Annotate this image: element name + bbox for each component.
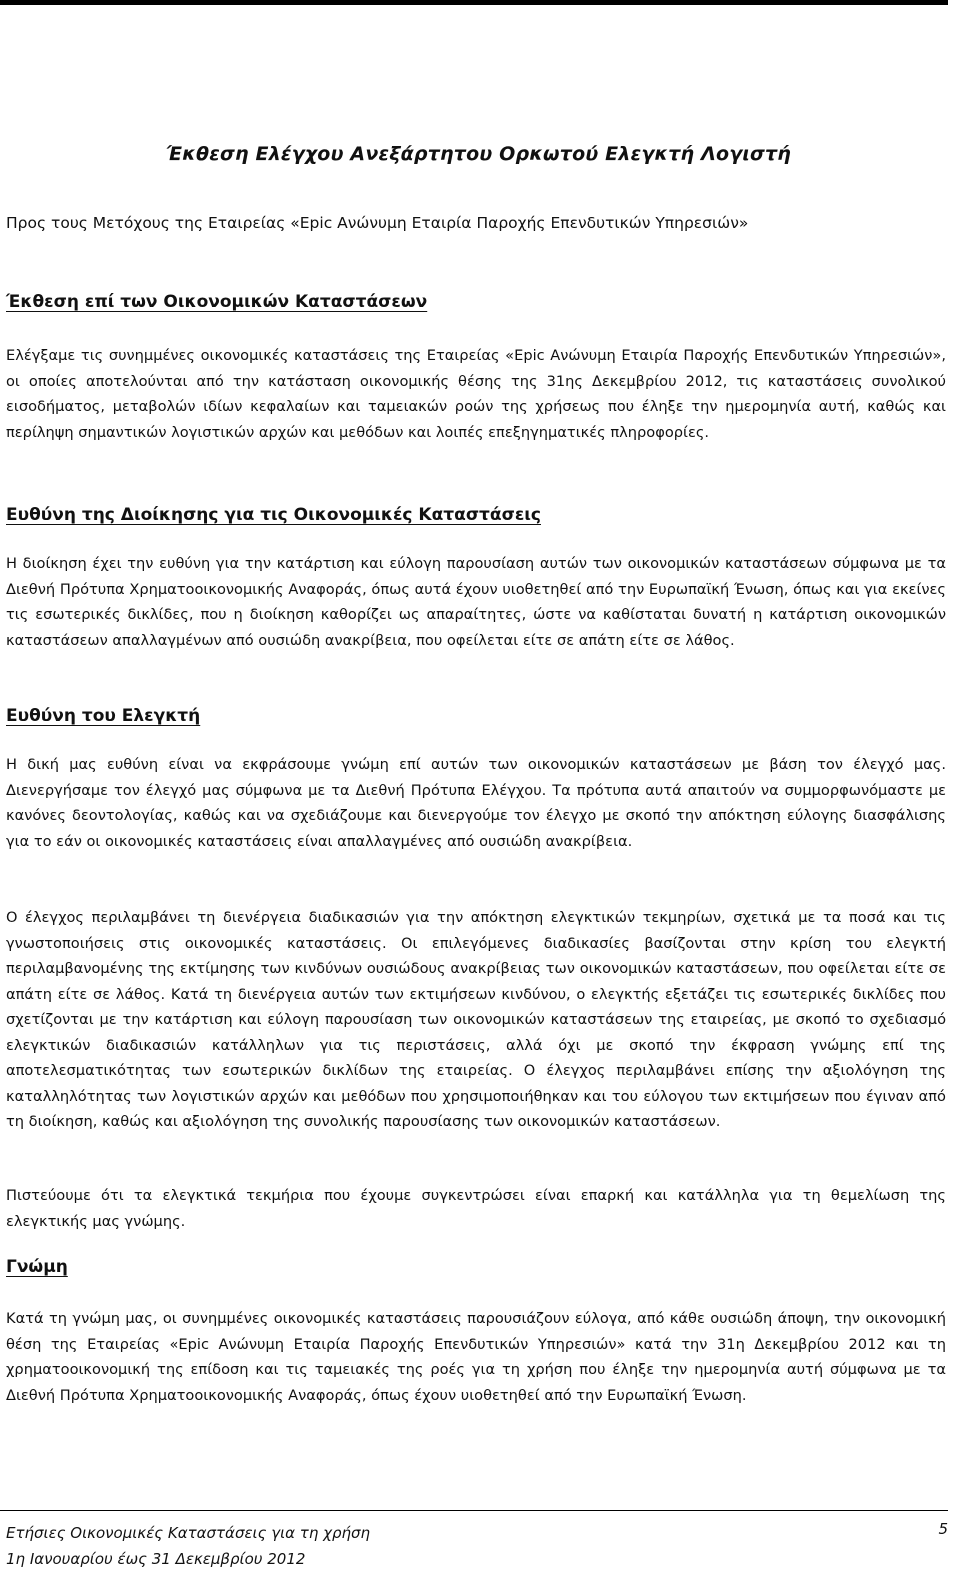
paragraph-audit-procedures: Ο έλεγχος περιλαμβάνει τη διενέργεια διαδικασιών για την απόκτηση ελεγκτικών τεκμηρίων, σχετικά με τα ποσά και τις γνωστοποιήσεις στις οικονομικές καταστάσεις. Οι επιλεγόμενες διαδικασίες βασίζονται στην κρίση του ελεγκτή περιλαμβανομένης της εκτίμησης των κινδύνων ουσιώδους ανακρίβειας των οικονομικών καταστάσεων, που οφείλεται είτε σε απάτη είτε σε λάθος. Κατά τη διενέργεια αυτών των εκτιμήσεων κινδύνου, ο ελεγκτής εξετάζει τις εσωτερικές δικλίδες που σχετίζονται με την κατάρτιση και εύλογη παρουσίαση των οικονομικών καταστάσεων της εταιρείας, με σκοπό το σχεδιασμό ελεγκτικών διαδικασιών κατάλληλων για τις περιστάσεις, αλλά όχι με σκοπό την έκφραση γνώμης επί της αποτελεσματικότητας των εσωτερικών δικλίδων της εταιρείας. Ο έλεγχος περιλαμβάνει επίσης την αξιολόγηση της καταλληλότητας των λογιστικών αρχών και μεθόδων που χρησιμοποιήθηκαν και του εύλογου των εκτιμήσεων που έγιναν από τη διοίκηση, καθώς και αξιολόγηση της συνολικής παρουσίασης των οικονομικών καταστάσεων. [6,909,946,1130]
addressee-line: Προς τους Μετόχους της Εταιρείας «Epic Ανώνυμη Εταιρία Παροχής Επενδυτικών Υπηρεσιών» [6,214,749,232]
report-title: Έκθεση Ελέγχου Ανεξάρτητου Ορκωτού Ελεγκτή Λογιστή [166,143,792,165]
top-rule [0,0,948,5]
section-heading-opinion: Γνώμη [6,1257,68,1277]
section-heading-management-responsibility: Ευθύνη της Διοίκησης για τις Οικονομικές Καταστάσεις [6,505,541,525]
section-heading-financial-statements: Έκθεση επί των Οικονομικών Καταστάσεων [6,292,428,312]
footer-text [6,1520,370,1572]
paragraph-opinion: Κατά τη γνώμη μας, οι συνημμένες οικονομικές καταστάσεις παρουσιάζουν εύλογα, από κάθε ουσιώδη άποψη, την οικονομική θέση της Εταιρείας «Epic Ανώνυμη Εταιρία Παροχής Επενδυτικών Υπηρεσιών» κατά την 31η Δεκεμβρίου 2012 και τη χρηματοοικονομική της επίδοση και τις ταμειακές της ροές για τη χρήση που έληξε την ημερομηνία αυτή σύμφωνα με τα Διεθνή Πρότυπα Χρηματοοικονομικής Αναφοράς, όπως έχουν υιοθετηθεί από την Ευρωπαϊκή Ένωση. [6,1310,946,1404]
paragraph-management-responsibility: Η διοίκηση έχει την ευθύνη για την κατάρτιση και εύλογη παρουσίαση αυτών των οικονομικών καταστάσεων σύμφωνα με τα Διεθνή Πρότυπα Χρηματοοικονομικής Αναφοράς, όπως αυτά έχουν υιοθετηθεί από την Ευρωπαϊκή Ένωση, όπως και για εκείνες τις εσωτερικές δικλίδες, που η διοίκηση καθορίζει ως απαραίτητες, ώστε να καθίσταται δυνατή η κατάρτιση οικονομικών καταστάσεων απαλλαγμένων από ουσιώδη ανακρίβεια, που οφείλεται είτε σε απάτη είτε σε λάθος. [6,555,946,649]
footer-line-2: 1η Ιανουαρίου έως 31 Δεκεμβρίου 2012 [6,1550,306,1568]
paragraph-audit-evidence: Πιστεύουμε ότι τα ελεγκτικά τεκμήρια που έχουμε συγκεντρώσει είναι επαρκή και κατάλληλα για τη θεμελίωση της ελεγκτικής μας γνώμης. [6,1187,946,1230]
footer-line-1: Ετήσιες Οικονομικές Καταστάσεις για τη χρήση [6,1524,371,1542]
section-heading-auditor-responsibility: Ευθύνη του Ελεγκτή [6,706,201,726]
page-number: 5 [938,1520,948,1538]
paragraph-scope: Ελέγξαμε τις συνημμένες οικονομικές καταστάσεις της Εταιρείας «Epic Ανώνυμη Εταιρία Παροχής Επενδυτικών Υπηρεσιών», οι οποίες αποτελούνται από την κατάσταση οικονομικής θέσης της 31ης Δεκεμβρίου 2012, τις καταστάσεις συνολικού εισοδήματος, μεταβολών ιδίων κεφαλαίων και ταμειακών ροών της χρήσεως που έληξε την ημερομηνία αυτή, καθώς και περίληψη σημαντικών λογιστικών αρχών και μεθόδων και λοιπές επεξηγηματικές πληροφορίες. [6,347,946,441]
paragraph-auditor-responsibility: Η δική μας ευθύνη είναι να εκφράσουμε γνώμη επί αυτών των οικονομικών καταστάσεων με βάση τον έλεγχό μας. Διενεργήσαμε τον έλεγχό μας σύμφωνα με τα Διεθνή Πρότυπα Ελέγχου. Τα πρότυπα αυτά απαιτούν να συμμορφωνόμαστε με κανόνες δεοντολογίας, καθώς και να σχεδιάζουμε και διενεργούμε τον έλεγχο με σκοπό την απόκτηση εύλογης διασφάλισης για το εάν οι οικονομικές καταστάσεις είναι απαλλαγμένες από ουσιώδη ανακρίβεια. [6,756,946,850]
footer-rule [0,1510,948,1511]
